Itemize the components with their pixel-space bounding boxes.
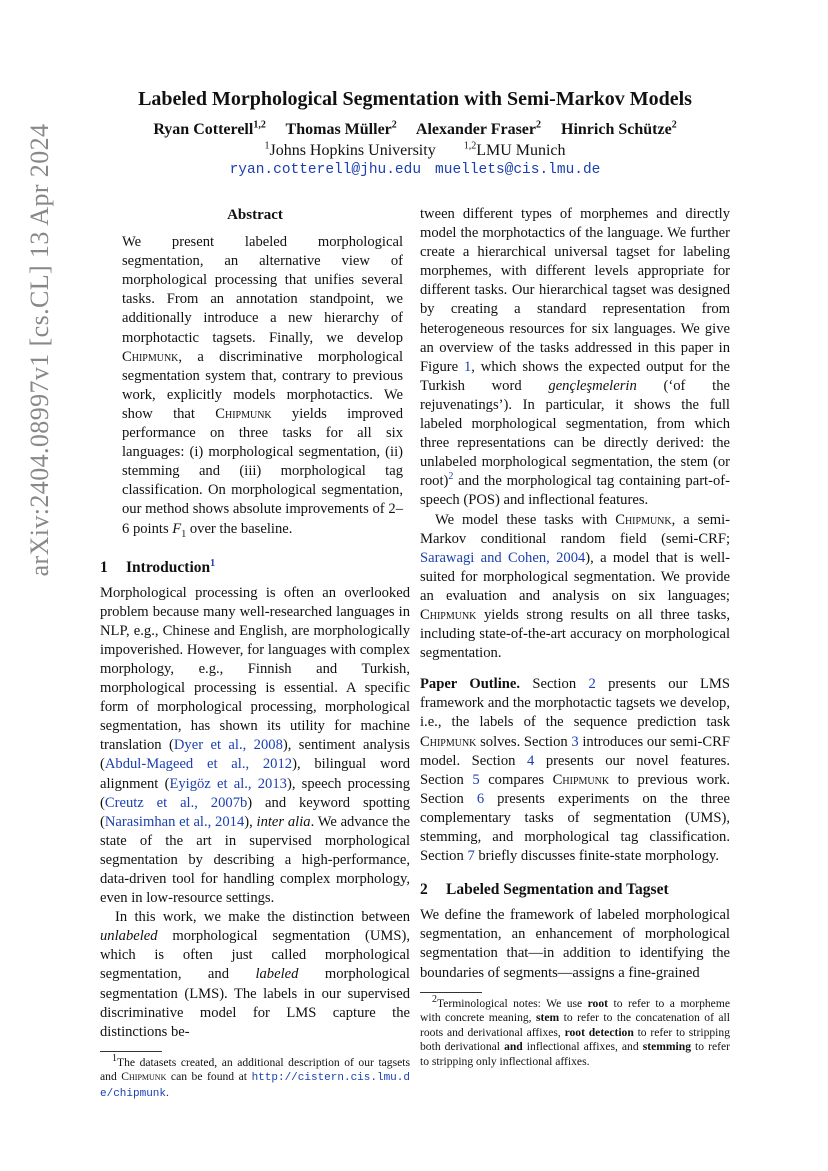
f1-subscript: 1 — [181, 528, 187, 540]
section-link[interactable]: 5 — [472, 771, 480, 788]
left-column — [100, 205, 410, 1102]
system-name: Chipmunk — [615, 511, 672, 528]
footnote-mark: 2 — [432, 993, 437, 1005]
author-affiliation-mark: 2 — [536, 119, 542, 131]
abstract-text: , a discriminative morphological segmentation system that, contrary to previous work, explicitly models morphotactics. We show that — [122, 348, 403, 422]
abstract-text: We present labeled morphological segmentation, an alternative view of morphological processing that unifies several tasks. From an annotation standpoint, we additionally introduce a new hierarchy of morphotactic tagsets. Finally, we develop — [122, 234, 403, 346]
system-name: Chipmunk — [420, 733, 477, 750]
figure-link[interactable]: 1 — [463, 358, 472, 375]
intro-paragraph: Morphological processing is often an overlooked problem because many well-researched languages in NLP, e.g., Chinese and English, are morphologically impoverished. However, for languages with complex morphology, e.g., Finnish and Turkish, morphological processing is essential. A specific form of morphological processing, morphological segmentation, has shown its utility for machine translation (Dyer et al., 2008), sentiment analysis (Abdul-Mageed et al., 2012), bilingual word alignment (Eyigöz et al., 2013), speech processing (Creutz et al., 2007b) and keyword spotting (Narasimhan et al., 2014), inter alia. We advance the state of the art in supervised morphological segmentation by describing a high-performance, data-driven tool for handling complex morphology, even in low-resource settings. — [100, 584, 410, 907]
section-number: 1 — [100, 558, 108, 576]
citation-link[interactable]: Narasimhan et al., 2014 — [104, 813, 245, 830]
body-paragraph: tween different types of morphemes and directly model the morphotactics of the language. We further create a hierarchical universal tagset for labeling morphemes, with different levels appropriate for different tasks. Our hierarchical tagset was designed by creating a standard representation from heterogeneous resources for six languages. We give an overview of the tasks addressed in this paper in Figure 1, which shows the expected output for the Turkish word gençleşmelerin (‘of the rejuvenatings’). In particular, it shows the full labeled morphological segmentation, from which three representations can be directly derived: the unlabeled morphological segmentation, the stem (or root)$^2$ and the morphological tag containing part-of-speech (POS) and inflectional features. — [420, 206, 730, 509]
system-name: Chipmunk — [215, 405, 272, 422]
turkish-word: gençleşmelerin — [548, 377, 637, 394]
author-emails — [100, 162, 730, 178]
citation-link[interactable]: Creutz et al., 2007b — [104, 794, 248, 811]
url-link[interactable]: http://cistern.cis.lmu.de/chipmunk — [100, 1072, 410, 1101]
footnote-rule — [100, 1051, 162, 1052]
section-link[interactable]: 2 — [588, 676, 596, 693]
email-link[interactable]: ryan.cotterell@jhu.edu — [229, 162, 422, 178]
author-name: Thomas Müller — [285, 121, 392, 138]
f1-symbol: F — [172, 520, 182, 537]
affiliation-mark: 1 — [264, 140, 270, 152]
affiliation-mark: 1,2 — [463, 140, 477, 152]
author-name: Hinrich Schütze — [561, 121, 672, 138]
paper-outline-title: Paper Outline. — [420, 676, 521, 693]
footnote-ref[interactable]: 1 — [210, 557, 216, 569]
section-link[interactable]: 6 — [476, 790, 485, 807]
arxiv-side-stamp: arXiv:2404.08997v1 [cs.CL] 13 Apr 2024 — [25, 123, 54, 577]
footnote-1: $^1$The datasets created, an additional description of our tagsets and Chipmunk can be found at http://cistern.cis.lmu.de/chipmunk. — [100, 1052, 410, 1101]
abstract-text: yields improved performance on three tasks for all six languages: (i) morphological segmentation, (ii) stemming and (iii) morphological tag classification. On morphological segmentation, our method shows absolute improvements of 2–6 points — [122, 405, 403, 537]
abstract-text: over the baseline. — [186, 520, 293, 537]
body-paragraph: We define the framework of labeled morphological segmentation, an enhancement of morphological segmentation that—in addition to identifying the boundaries of segments—assigns a fine-grained — [420, 907, 730, 981]
body-paragraph: We model these tasks with Chipmunk, a semi-Markov conditional random field (semi-CRF; Sarawagi and Cohen, 2004), a model that is well-suited for morphological segmentation. We provide an evaluation and analysis on six languages; Chipmunk yields strong results on all three tasks, including state-of-the-art accuracy on morphological segmentation. — [420, 511, 730, 662]
abstract-heading: Abstract — [227, 207, 283, 223]
affiliations — [100, 142, 730, 160]
author-list — [100, 121, 730, 139]
footnote-ref[interactable]: 2 — [448, 471, 454, 483]
citation-link[interactable]: Eyigöz et al., 2013 — [169, 775, 287, 792]
section-heading-introduction — [100, 558, 410, 577]
abstract-body — [122, 233, 403, 543]
citation-link[interactable]: Abdul-Mageed et al., 2012 — [104, 756, 293, 773]
affiliation-name: LMU Munich — [476, 142, 566, 159]
section-link[interactable]: 4 — [527, 752, 535, 769]
author-name: Ryan Cotterell — [153, 121, 254, 138]
system-name: Chipmunk — [420, 606, 477, 623]
paper-outline-paragraph: Paper Outline. Section 2 presents our LMS framework and the morphotactic tagsets we develop, i.e., the labels of the sequence prediction task Chipmunk solves. Section 3 introduces our semi-CRF model. Section 4 presents our novel features. Section 5 compares Chipmunk to previous work. Section 6 presents experiments on the three complementary tasks of segmentation (UMS), stemming, and morphological tag classification. Section 7 briefly discusses finite-state morphology. — [420, 676, 731, 865]
footnote-rule — [420, 992, 482, 993]
section-link[interactable]: 3 — [571, 733, 579, 750]
paper-title: Labeled Morphological Segmentation with Semi-Markov Models — [138, 88, 692, 110]
intro-paragraph: In this work, we make the distinction between unlabeled morphological segmentation (UMS), which is often just called morphological segmentation, and labeled morphological segmentation (LMS). The labels in our supervised discriminative model for LMS capture the distinctions be- — [100, 909, 410, 1040]
section-heading-labeled-segmentation — [420, 880, 730, 899]
affiliation-name: Johns Hopkins University — [269, 142, 436, 159]
section-number: 2 — [420, 881, 428, 899]
right-column — [420, 205, 730, 1070]
email-link[interactable]: muellets@cis.lmu.de — [435, 162, 601, 178]
author-affiliation-mark: 2 — [391, 119, 397, 131]
section-title: Introduction — [126, 558, 211, 576]
citation-link[interactable]: Dyer et al., 2008 — [173, 737, 283, 754]
author-name: Alexander Fraser — [415, 121, 537, 138]
footnote-mark: 1 — [112, 1052, 117, 1064]
system-name: Chipmunk — [121, 1070, 167, 1084]
section-title: Labeled Segmentation and Tagset — [446, 881, 669, 899]
footnote-2: $^2$Terminological notes: We use root to refer to a morpheme with concrete meaning, stem to refer to the concatenation of all roots and derivational affixes, root detection to refer to stripping both derivational and inflectional affixes, and stemming to refer to stripping only inflectional affixes. — [420, 993, 730, 1069]
system-name: Chipmunk — [552, 771, 610, 788]
citation-link[interactable]: Sarawagi and Cohen, 2004 — [420, 549, 586, 566]
system-name: Chipmunk — [122, 348, 179, 365]
author-affiliation-mark: 2 — [671, 119, 677, 131]
author-affiliation-mark: 1,2 — [253, 119, 266, 131]
section-link[interactable]: 7 — [467, 848, 475, 865]
